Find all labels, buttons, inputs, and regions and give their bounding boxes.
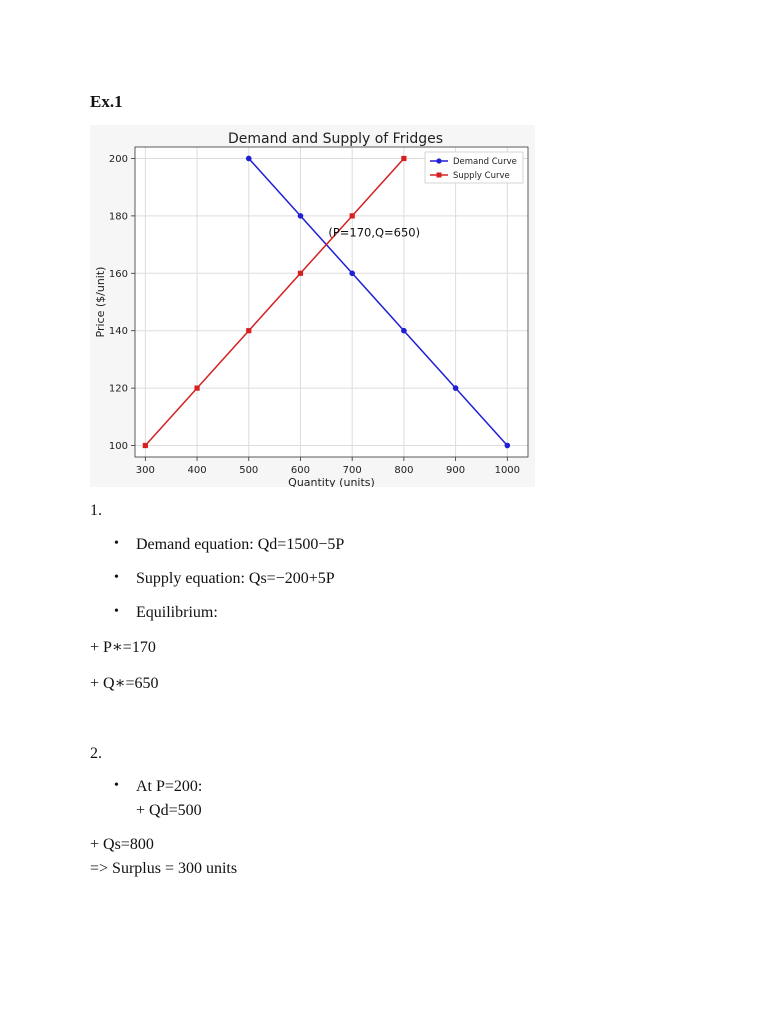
bullet-marker: • <box>114 604 119 619</box>
y-axis-label: Price ($/unit) <box>94 266 107 338</box>
section-1-number: 1. <box>90 502 102 519</box>
section-2-number: 2. <box>90 745 102 762</box>
x-axis-label: Quantity (units) <box>288 476 375 487</box>
y-tick-label: 100 <box>108 441 128 453</box>
x-tick-label: 800 <box>394 465 414 476</box>
x-tick-label: 600 <box>290 465 311 476</box>
demand-supply-chart <box>90 125 535 487</box>
surplus-result: => Surplus = 300 units <box>90 860 238 877</box>
x-tick-label: 900 <box>446 465 466 476</box>
legend-swatch-marker <box>436 158 441 163</box>
legend-label: Supply Curve <box>453 171 510 181</box>
demand-point <box>246 156 252 162</box>
x-tick-label: 1000 <box>494 465 521 476</box>
supply-point <box>143 443 148 448</box>
y-tick-label: 200 <box>108 153 128 165</box>
supply-point <box>401 156 406 161</box>
plot-area <box>135 147 528 457</box>
demand-point <box>401 328 407 334</box>
legend-swatch-marker <box>437 173 442 178</box>
price-condition: At P=200: <box>136 778 203 795</box>
y-tick-label: 180 <box>108 211 128 223</box>
equilibrium-label: Equilibrium: <box>136 604 218 621</box>
x-tick-label: 300 <box>135 465 155 476</box>
legend-label: Demand Curve <box>453 157 517 167</box>
bullet-marker: • <box>114 536 119 551</box>
supply-point <box>350 213 355 218</box>
demand-point <box>505 443 511 449</box>
quantity-supplied: + Qs=800 <box>90 836 154 853</box>
x-tick-label: 700 <box>342 465 362 476</box>
supply-equation: Supply equation: Qs=−200+5P <box>136 570 335 587</box>
bullet-marker: • <box>114 570 119 585</box>
x-tick-label: 500 <box>239 465 259 476</box>
bullet-marker: • <box>114 778 119 793</box>
equilibrium-price: + P∗=170 <box>90 639 156 656</box>
y-tick-label: 140 <box>108 326 128 338</box>
demand-equation: Demand equation: Qd=1500−5P <box>136 536 345 553</box>
exercise-heading: Ex.1 <box>90 92 123 111</box>
quantity-demanded: + Qd=500 <box>136 802 202 819</box>
chart-title: Demand and Supply of Fridges <box>227 131 444 147</box>
equilibrium-quantity: + Q∗=650 <box>90 675 159 692</box>
supply-point <box>298 271 303 276</box>
demand-point <box>298 213 304 219</box>
supply-point <box>194 386 199 391</box>
demand-point <box>453 385 459 391</box>
x-tick-label: 400 <box>187 465 207 476</box>
y-tick-label: 120 <box>108 383 128 395</box>
equilibrium-annotation: (P=170,Q=650) <box>328 225 421 240</box>
y-tick-label: 160 <box>108 268 128 280</box>
chart-svg <box>90 125 535 487</box>
demand-point <box>349 270 355 276</box>
supply-point <box>246 328 251 333</box>
